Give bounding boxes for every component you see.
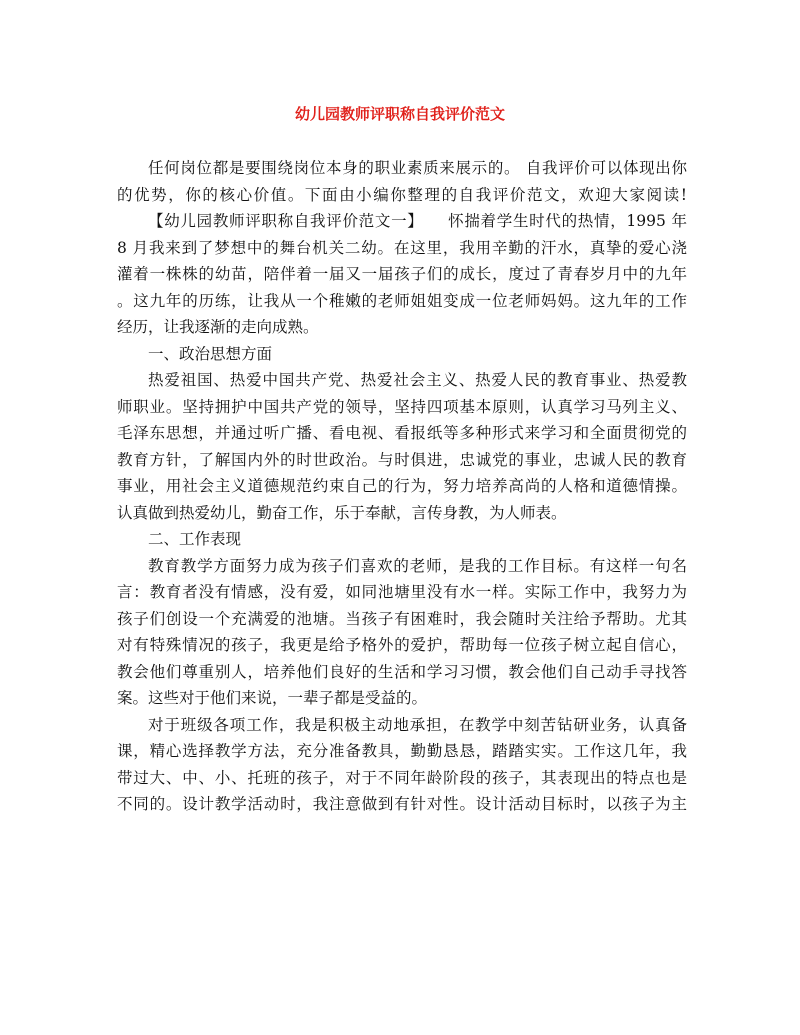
text-line: 对有特殊情况的孩子，我更是给予格外的爱护，帮助每一位孩子树立起自信心，: [117, 636, 687, 654]
text-line: 课，精心选择教学方法，充分准备教具，勤勤恳恳，踏踏实实。工作这几年，我: [117, 742, 687, 760]
text-line: 教育教学方面努力成为孩子们喜欢的老师，是我的工作目标。有这样一句名: [148, 556, 687, 575]
text-line: 案。这些对于他们来说，一辈子都是受益的。: [117, 689, 428, 707]
text-line: 热爱祖国、热爱中国共产党、热爱社会主义、热爱人民的教育事业、热爱教: [148, 371, 687, 389]
text-line: 【幼儿园教师评职称自我评价范文一】 怀揣着学生时代的热情，1995 年: [148, 212, 687, 230]
text-line: 二、工作表现: [148, 530, 242, 548]
text-line: 带过大、中、小、托班的孩子，对于不同年龄阶段的孩子，其表现出的特点也是: [117, 768, 687, 787]
text-line: 。这九年的历练，让我从一个稚嫩的老师姐姐变成一位老师妈妈。这九年的工作: [117, 291, 687, 310]
text-line: 师职业。坚持拥护中国共产党的领导，坚持四项基本原则，认真学习马列主义、: [117, 397, 687, 416]
text-line: 任何岗位都是要围绕岗位本身的职业素质来展示的。 自我评价可以体现出你: [148, 159, 687, 177]
text-line: 言：教育者没有情感，没有爱，如同池塘里没有水一样。实际工作中，我努力为: [117, 583, 687, 601]
text-line: 毛泽东思想，并通过听广播、看电视、看报纸等多种形式来学习和全面贯彻党的: [117, 424, 687, 442]
text-line: 事业，用社会主义道德规范约束自己的行为，努力培养高尚的人格和道德情操。: [117, 477, 687, 495]
text-line: 对于班级各项工作，我是积极主动地承担，在教学中刻苦钻研业务，认真备: [148, 715, 687, 734]
text-line: 教会他们尊重别人，培养他们良好的生活和学习习惯，教会他们自己动手寻找答: [117, 662, 687, 681]
text-line: 孩子们创设一个充满爱的池塘。当孩子有困难时，我会随时关注给予帮助。尤其: [117, 609, 687, 628]
text-line: 一、政治思想方面: [148, 344, 273, 363]
document-title: 幼儿园教师评职称自我评价范文: [294, 105, 505, 123]
text-line: 认真做到热爱幼儿，勤奋工作，乐于奉献，言传身教，为人师表。: [117, 503, 567, 522]
text-line: 灌着一株株的幼苗，陪伴着一届又一届孩子们的成长，度过了青春岁月中的九年: [117, 265, 687, 283]
text-line: 教育方针，了解国内外的时世政治。与时俱进，忠诚党的事业，忠诚人民的教育: [117, 450, 687, 469]
text-line: 经历，让我逐渐的走向成熟。: [117, 318, 319, 336]
document-body: [117, 155, 687, 818]
text-line: 8 月我来到了梦想中的舞台机关二幼。在这里，我用辛勤的汗水，真挚的爱心浇: [117, 238, 687, 257]
text-line: 不同的。设计教学活动时，我注意做到有针对性。设计活动目标时，以孩子为主: [117, 795, 687, 813]
text-line: 的优势，你的核心价值。下面由小编你整理的自我评价范文，欢迎大家阅读!: [117, 185, 687, 204]
